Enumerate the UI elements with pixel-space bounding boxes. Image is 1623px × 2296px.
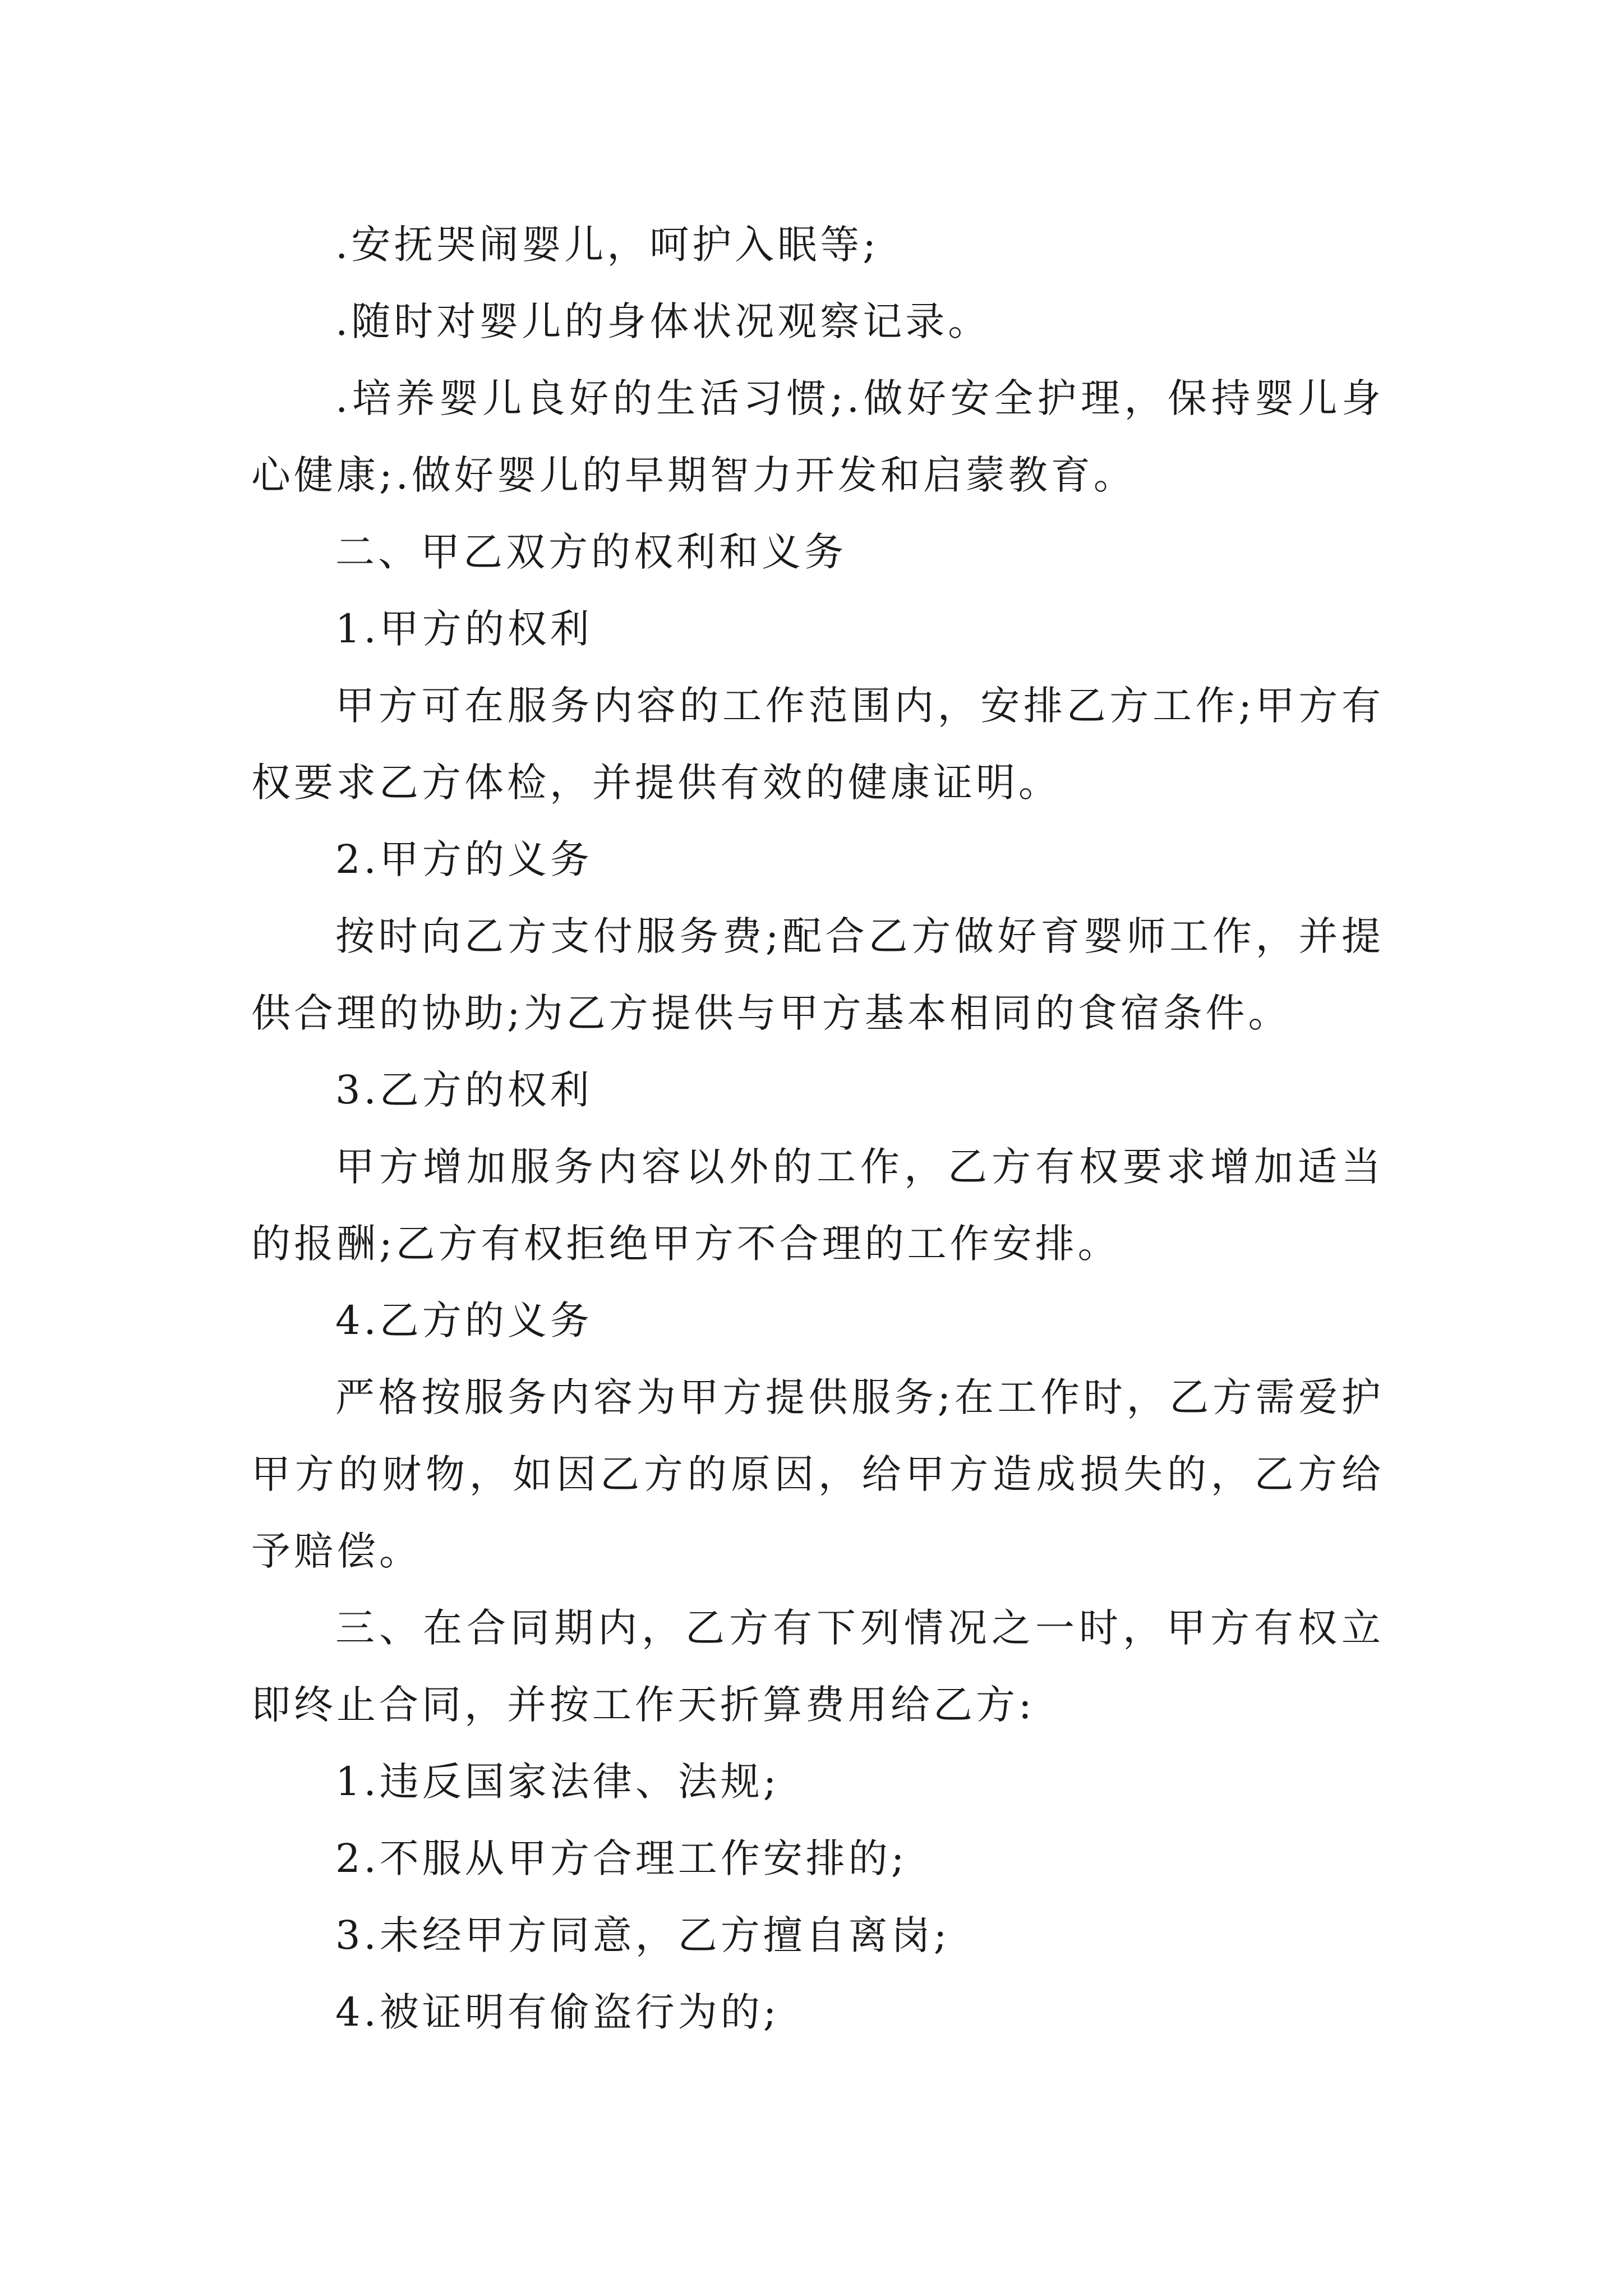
subsection-heading: 2.甲方的义务 — [335, 836, 593, 882]
paragraph: 甲方可在服务内容的工作范围内，安排乙方工作;甲方有权要求乙方体检，并提供有效的健康证明。 — [251, 683, 1384, 806]
list-item: 4.被证明有偷盗行为的; — [335, 1989, 780, 2035]
paragraph: .随时对婴儿的身体状况观察记录。 — [335, 298, 991, 344]
subsection-heading: 4.乙方的义务 — [335, 1297, 593, 1343]
subsection-heading: 3.乙方的权利 — [335, 1067, 593, 1113]
paragraph: 甲方增加服务内容以外的工作，乙方有权要求增加适当的报酬;乙方有权拒绝甲方不合理的工作安排。 — [251, 1144, 1384, 1267]
paragraph: 严格按服务内容为甲方提供服务;在工作时，乙方需爱护甲方的财物，如因乙方的原因，给甲方造成损失的，乙方给予赔偿。 — [251, 1374, 1384, 1574]
list-item: 1.违反国家法律、法规; — [335, 1759, 780, 1805]
paragraph: 按时向乙方支付服务费;配合乙方做好育婴师工作，并提供合理的协助;为乙方提供与甲方基本相同的食宿条件。 — [251, 913, 1384, 1036]
list-item: 2.不服从甲方合理工作安排的; — [335, 1835, 908, 1881]
paragraph: .安抚哭闹婴儿，呵护入眠等; — [335, 222, 879, 268]
section-heading: 三、在合同期内，乙方有下列情况之一时，甲方有权立即终止合同，并按工作天折算费用给乙方: — [251, 1605, 1384, 1728]
list-item: 3.未经甲方同意，乙方擅自离岗; — [335, 1912, 951, 1958]
subsection-heading: 1.甲方的权利 — [335, 606, 593, 652]
paragraph: .培养婴儿良好的生活习惯;.做好安全护理，保持婴儿身心健康;.做好婴儿的早期智力开发和启蒙教育。 — [251, 375, 1384, 498]
document-body — [251, 206, 1384, 2051]
section-heading: 二、甲乙双方的权利和义务 — [335, 529, 847, 575]
